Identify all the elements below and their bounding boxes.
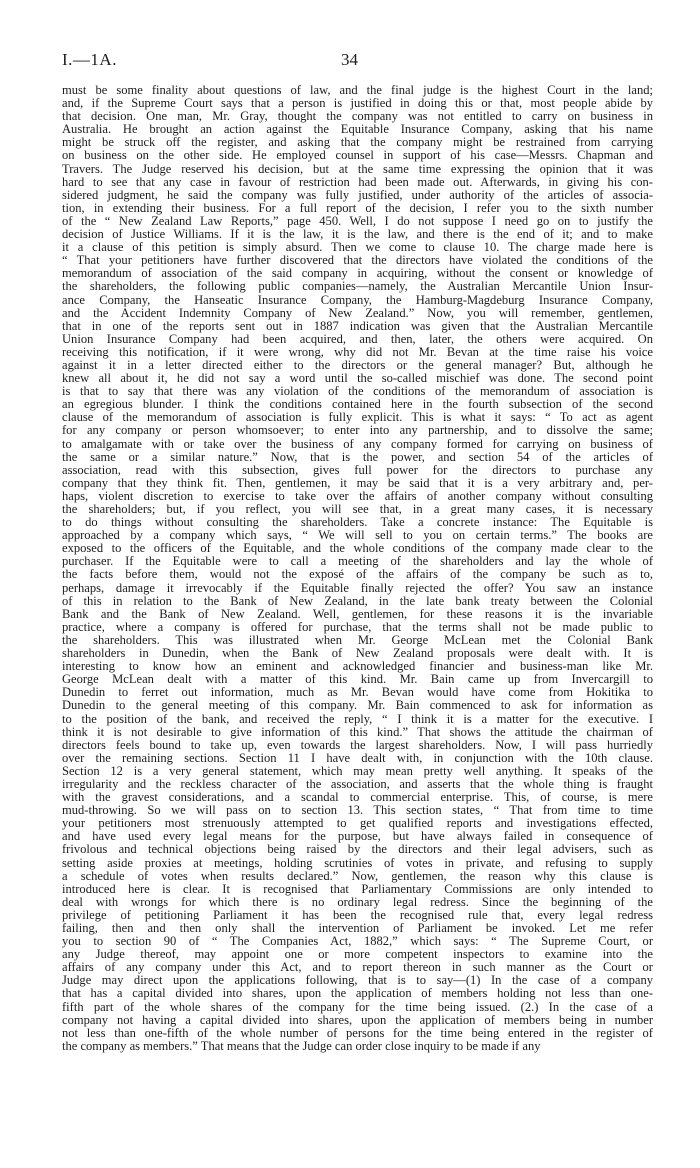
text-line: and have used every legal means for the purpose, but have always failed in consequence of: [62, 830, 653, 844]
text-line: directors feels bound to take up, even towards the largest shareholders. Now, I will pass hurriedly: [62, 738, 653, 752]
text-line: the same or a similar nature.” Now, that is the power, and section 54 of the articles of: [62, 450, 653, 464]
text-line: the facts before them, would not the exposé of the affairs of the company be such as to,: [62, 568, 653, 582]
text-line: approached by a company which says, “ We will sell to you on certain terms.” The books are: [62, 529, 653, 543]
text-line: Judge may direct upon the applications following, that is to say—(1) In the case of a company: [62, 974, 653, 988]
text-line: Union Insurance Company had been acquired, and then, later, the others were acquired. On: [62, 332, 653, 346]
text-line: of the “ New Zealand Law Reports,” page 450. Well, I do not suppose I need go on to justify the: [62, 214, 653, 228]
text-line: any Judge thereof, may appoint one or more competent inspectors to examine into the: [62, 948, 653, 962]
text-line: for any company or person whomsoever; to enter into any partnership, and to dissolve the same;: [62, 424, 653, 438]
text-line: mud-throwing. So we will pass on to section 13. This section states, “ That from time to time: [62, 804, 653, 818]
text-line: knew all about it, he did not say a word until the so-called mischief was done. The second point: [62, 372, 653, 386]
text-line: memorandum of association of the said company in acquiring, without the consent or knowledge of: [62, 267, 653, 281]
text-line: you to section 90 of “ The Companies Act, 1882,” which says: “ The Supreme Court, or: [62, 935, 653, 949]
text-line: haps, violent discretion to exercise to take over the affairs of another company without consulting: [62, 489, 653, 503]
text-line: company not having a capital divided into shares, upon the application of members being in number: [62, 1013, 653, 1027]
text-line: of this in relation to the Bank of New Zealand, in the late bank treaty between the Colonial: [62, 594, 653, 608]
text-line: tion, in extending their business. For a full report of the decision, I refer you to the sixth number: [62, 201, 653, 215]
text-line: setting aside proxies at meetings, holding scrutinies of votes in private, and refusing to supply: [62, 856, 653, 870]
text-line: your petitioners most strenuously attempted to get qualified reports and investigations effected,: [62, 817, 653, 831]
text-line: privilege of petitioning Parliament it has been the recognised rule that, every legal redress: [62, 908, 653, 922]
text-line: the shareholders; but, if you reflect, you will see that, in a great many cases, it is necessary: [62, 503, 653, 516]
text-line: fifth part of the whole shares of the company for the time being issued. (2.) In the case of a: [62, 1000, 653, 1014]
text-line: hard to see that any case in favour of restriction had been made out. Afterwards, in giving his con-: [62, 175, 653, 189]
text-line: affairs of any company under this Act, and to report thereon in such manner as the Court or: [62, 961, 653, 975]
text-line: sidered judgment, he said the company was fully justified, under authority of the articles of associa-: [62, 188, 653, 202]
page-number: 34: [341, 50, 358, 69]
text-line: perhaps, damage it irrevocably if the Equitable finally rejected the offer? You saw an instance: [62, 581, 653, 595]
text-line: that has a capital divided into shares, upon the application of members holding not less than one-: [62, 987, 653, 1001]
text-line: not less than one-fifth of the whole number of persons for the time being entered in the register of: [62, 1026, 653, 1040]
text-line: receiving this notification, if it were wrong, why did not Mr. Bevan at the time raise his voice: [62, 345, 653, 359]
text-line: association, read with this subsection, gives full power for the directors to purchase any: [62, 463, 653, 477]
text-line: that in one of the reports sent out in 1887 indication was given that the Australian Mercantile: [62, 319, 653, 333]
text-line: to the position of the bank, and received the reply, “ I think it is a matter for the executive. I: [62, 712, 653, 726]
body-text: [62, 84, 653, 1053]
text-line: over the remaining sections. Section 11 I have dealt with, in conjunction with the 10th clause.: [62, 751, 653, 765]
text-line: clause of the memorandum of association is fully explicit. This is what it says: “ To act as agent: [62, 411, 653, 425]
text-line: Section 12 is a very general statement, which may mean pretty well anything. It speaks of the: [62, 764, 653, 778]
text-line: exposed to the officers of the Equitable, and the whole conditions of the company made clear to the: [62, 542, 653, 556]
text-line: against it in a letter directed either to the directors or the general manager? But, although he: [62, 358, 653, 372]
text-line: practice, where a company is offered for purchase, that the terms shall not be made public to: [62, 620, 653, 634]
text-line: Australia. He brought an action against the Equitable Insurance Company, asking that his name: [62, 123, 653, 137]
text-line: decision of Justice Williams. If it is the law, it is the law, and there is the end of it; and to make: [62, 228, 653, 242]
text-line: ance Company, the Hanseatic Insurance Company, the Hamburg-Magdeburg Insurance Company,: [62, 293, 653, 307]
text-line: is that to say that there was any violation of the conditions of the memorandum of association is: [62, 385, 653, 399]
text-line: irregularity and the reckless character of the association, and asserts that the whole thing is fraught: [62, 777, 653, 791]
text-line: Bank and the Bank of New Zealand. Well, gentlemen, for these reasons it is the invariable: [62, 607, 653, 621]
document-reference: I.—1A.: [62, 50, 117, 69]
text-line: frivolous and technical objections being raised by the directors and their legal advisers, such as: [62, 843, 653, 857]
text-line: the shareholders. This was illustrated when Mr. George McLean met the Colonial Bank: [62, 633, 653, 647]
text-line: George McLean dealt with a matter of this kind. Mr. Bain came up from Invercargill to: [62, 673, 653, 687]
text-line: purchaser. If the Equitable were to call a meeting of the shareholders and lay the whole of: [62, 555, 653, 569]
text-line: Dunedin to ferret out information, much as Mr. Bevan would have come from Hokitika to: [62, 686, 653, 700]
text-line: think it is not desirable to give information of this kind.” That shows the attitude the chairman of: [62, 725, 653, 739]
text-line: failing, then and then only shall the intervention of Parliament be invoked. Let me refer: [62, 922, 653, 935]
text-line: it a clause of this petition is simply absurd. Then we come to clause 10. The charge made here is: [62, 241, 653, 255]
text-line: might be struck off the register, and asking that the company might be restrained from carrying: [62, 136, 653, 150]
text-line: the shareholders, the following public companies—namely, the Australian Mercantile Union Insur-: [62, 280, 653, 294]
text-line: to do things without consulting the shareholders. Take a concrete instance: The Equitable is: [62, 516, 653, 530]
text-line: must be some finality about questions of law, and the final judge is the highest Court in the land;: [62, 84, 653, 97]
text-line: Travers. The Judge reserved his decision, but at the same time expressing the opinion that it was: [62, 162, 653, 176]
text-line: Dunedin to the general meeting of this company. Mr. Bain commenced to ask for information as: [62, 699, 653, 713]
text-line: on business on the other side. He employed counsel in support of his case—Messrs. Chapman and: [62, 149, 653, 163]
text-line: deal with wrongs for which there is no ordinary legal redress. Since the beginning of the: [62, 895, 653, 909]
text-line: the company as members.” That means that the Judge can order close inquiry to be made if any: [62, 1039, 541, 1053]
text-line: introduced here is clear. It is recognised that Parliamentary Commissions are only intended to: [62, 882, 653, 896]
text-line: and the Accident Indemnity Company of New Zealand.” Now, you will remember, gentlemen,: [62, 306, 653, 320]
text-line: “ That your petitioners have further discovered that the directors have violated the conditions of the: [62, 254, 653, 268]
text-line: shareholders in Dunedin, when the Bank of New Zealand proposals were dealt with. It is: [62, 647, 653, 661]
text-line: that decision. One man, Mr. Gray, thought the company was not entitled to carry on business in: [62, 110, 653, 124]
text-line: interesting to know how an eminent and acknowledged financier and business-man like Mr.: [62, 660, 653, 674]
text-line: an egregious blunder. I think the conditions contained here in the fourth subsection of the second: [62, 398, 653, 412]
page-header: [62, 50, 662, 72]
text-line: and, if the Supreme Court says that a person is justified in doing this or that, most people abide by: [62, 97, 653, 111]
text-line: to amalgamate with or take over the business of any company formed for carrying on business of: [62, 437, 653, 451]
text-line: company that they think fit. Then, gentlemen, it may be said that it is a very arbitrary and, per-: [62, 476, 653, 490]
text-line: a schedule of votes when results declared.” Now, gentlemen, the reason why this clause is: [62, 869, 653, 883]
text-line: with the gravest considerations, and a scandal to commercial enterprise. This, of course, is mere: [62, 791, 653, 805]
